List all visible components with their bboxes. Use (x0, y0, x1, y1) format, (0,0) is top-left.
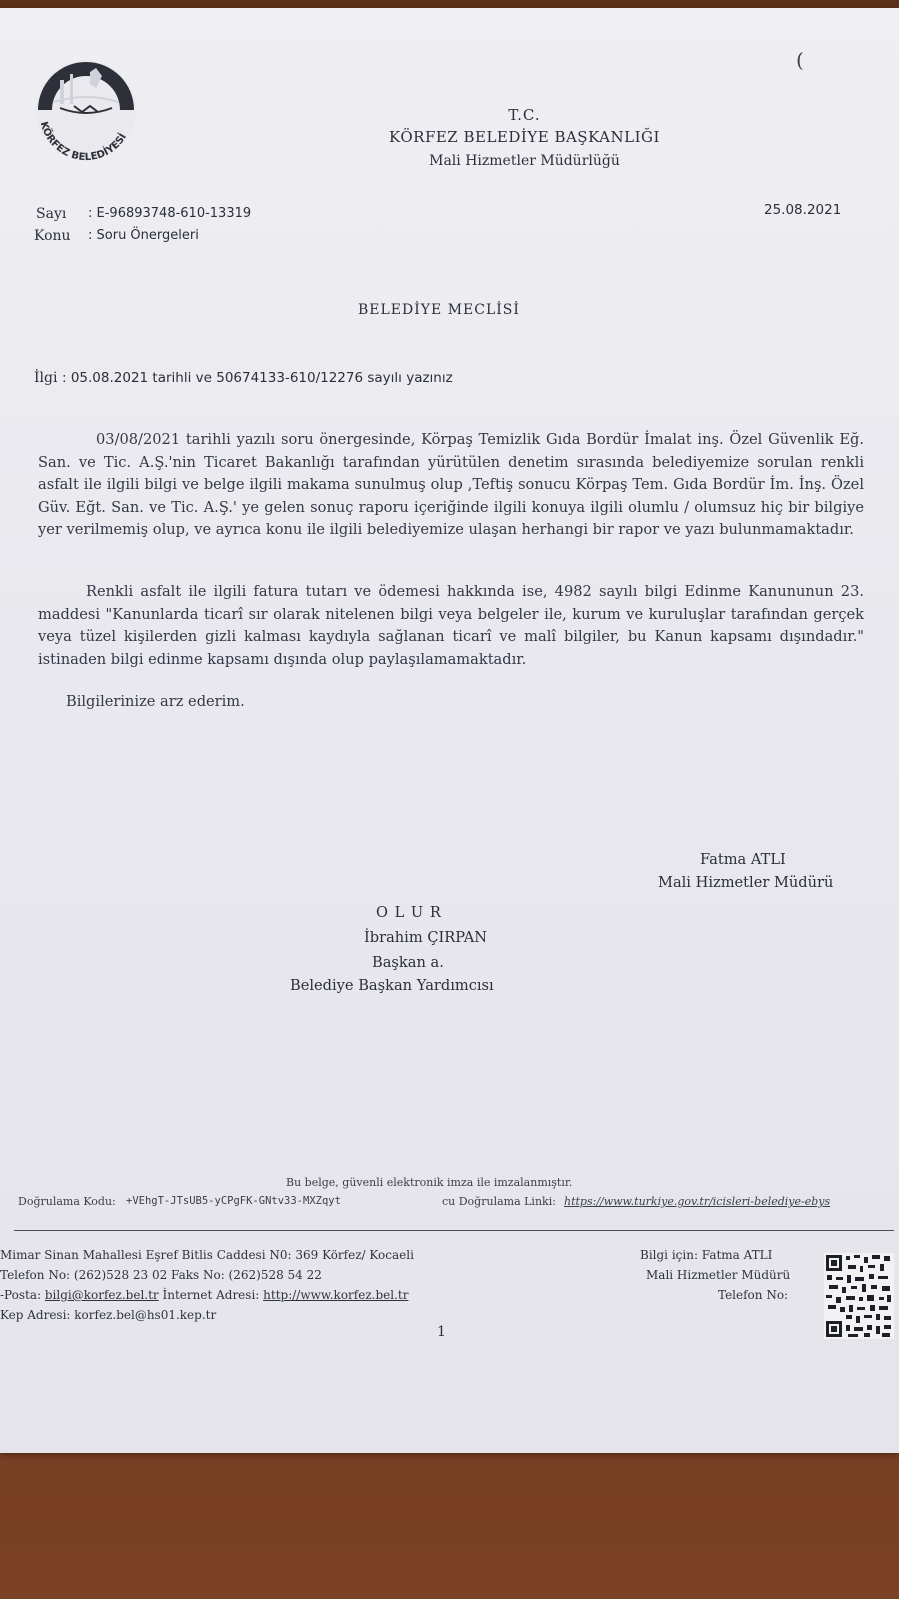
page-number: 1 (437, 1324, 446, 1340)
info-title: Mali Hizmetler Müdürü (646, 1268, 791, 1282)
footer-divider (14, 1230, 894, 1231)
signer-title: Mali Hizmetler Müdürü (658, 874, 834, 891)
footer-phone-fax: Telefon No: (262)528 23 02 Faks No: (262)528 54 22 (0, 1268, 322, 1282)
approval-name: İbrahim ÇIRPAN (364, 929, 488, 946)
recipient: BELEDİYE MECLİSİ (358, 302, 520, 318)
qr-code-icon[interactable] (824, 1253, 894, 1339)
footer-kep: Kep Adresi: korfez.bel@hs01.kep.tr (0, 1308, 217, 1322)
document-date: 25.08.2021 (764, 202, 842, 218)
footer-address: Mimar Sinan Mahallesi Eşref Bitlis Caddesi N0: 369 Körfez/ Kocaeli (0, 1248, 414, 1262)
closing-line: Bilgilerinize arz ederim. (66, 693, 245, 710)
verification-code-label: Doğrulama Kodu: (18, 1195, 116, 1208)
header-institution: KÖRFEZ BELEDİYE BAŞKANLIĞI (389, 128, 660, 146)
konu-label: Konu (34, 228, 71, 244)
sayi-value: : E-96893748-610-13319 (88, 206, 252, 221)
logo-text: KÖRFEZ BELEDİYESİ (37, 120, 130, 162)
corner-mark: ( (796, 48, 804, 72)
body-paragraph-2: Renkli asfalt ile ilgili fatura tutarı ve ödemesi hakkında ise, 4982 sayılı bilgi Edinme Kanununun 23. maddesi "Kanunlarda ticarî sır olarak nitelenen bilgi veya belgeler ile, kurum ve kuruluşlar tarafından gerçek veya tüzel kişilerden gizli kalması kaydıyla sağlanan ticarî ve malî bilgiler, bu Kanun kapsamı dışındadır." istinaden bilgi edinme kapsamı dışında olup paylaşılamamaktadır. (38, 583, 864, 668)
approval-olur: O L U R (376, 904, 442, 921)
body-paragraph-1: 03/08/2021 tarihli yazılı soru önergesinde, Körpaş Temizlik Gıda Bordür İmalat inş. Özel Güvenlik Eğ. San. ve Tic. A.Ş.'nin Ticaret Bakanlığı tarafından yürütülen denetim sırasında belediyemize sorulan renkli asfalt ile ilgili bilgi ve belge ilgili makama sunulmuş olup ,Teftiş sonucu Körpaş Tem. Gıda Bordür İm. İnş. Özel Güv. Eğt. San. ve Tic. A.Ş.' ye gelen sonuç raporu içeriğinde ilgili konuya ilgili olumlu / olumsuz hiç bir bilgiye yer verilmemiş olup, ve ayrıca konu ile ilgili belediyemize ulaşan herhangi bir rapor ve yazı bulunmamaktadır. (38, 431, 864, 538)
ilgi-value: : 05.08.2021 tarihli ve 50674133-610/12276 sayılı yazınız (62, 370, 453, 386)
ilgi-label: İlgi (34, 370, 58, 386)
approval-title: Belediye Başkan Yardımcısı (290, 977, 494, 994)
footer-email-web (0, 1288, 408, 1302)
info-contact: Bilgi için: Fatma ATLI (640, 1248, 773, 1262)
email-label: -Posta: (0, 1288, 42, 1302)
header-department: Mali Hizmetler Müdürlüğü (429, 153, 620, 169)
web-link[interactable]: http://www.korfez.bel.tr (263, 1288, 409, 1302)
info-phone: Telefon No: (718, 1288, 789, 1302)
document-page (0, 8, 899, 1453)
approval-role: Başkan a. (372, 954, 444, 971)
web-label: İnternet Adresi: (162, 1288, 260, 1302)
verification-link[interactable]: https://www.turkiye.gov.tr/icisleri-belediye-ebys (564, 1195, 831, 1208)
signer-name: Fatma ATLI (700, 851, 786, 868)
verification-link-label: cu Doğrulama Linki: (442, 1195, 556, 1208)
verification-code: +VEhgT-JTsUB5-yCPgFK-GNtv33-MXZqyt (126, 1195, 341, 1207)
esign-notice: Bu belge, güvenli elektronik imza ile imzalanmıştır. (286, 1176, 573, 1189)
header-tc: T.C. (508, 106, 541, 124)
email-link[interactable]: bilgi@korfez.bel.tr (44, 1288, 159, 1302)
konu-value: : Soru Önergeleri (88, 228, 199, 243)
sayi-label: Sayı (36, 206, 67, 222)
